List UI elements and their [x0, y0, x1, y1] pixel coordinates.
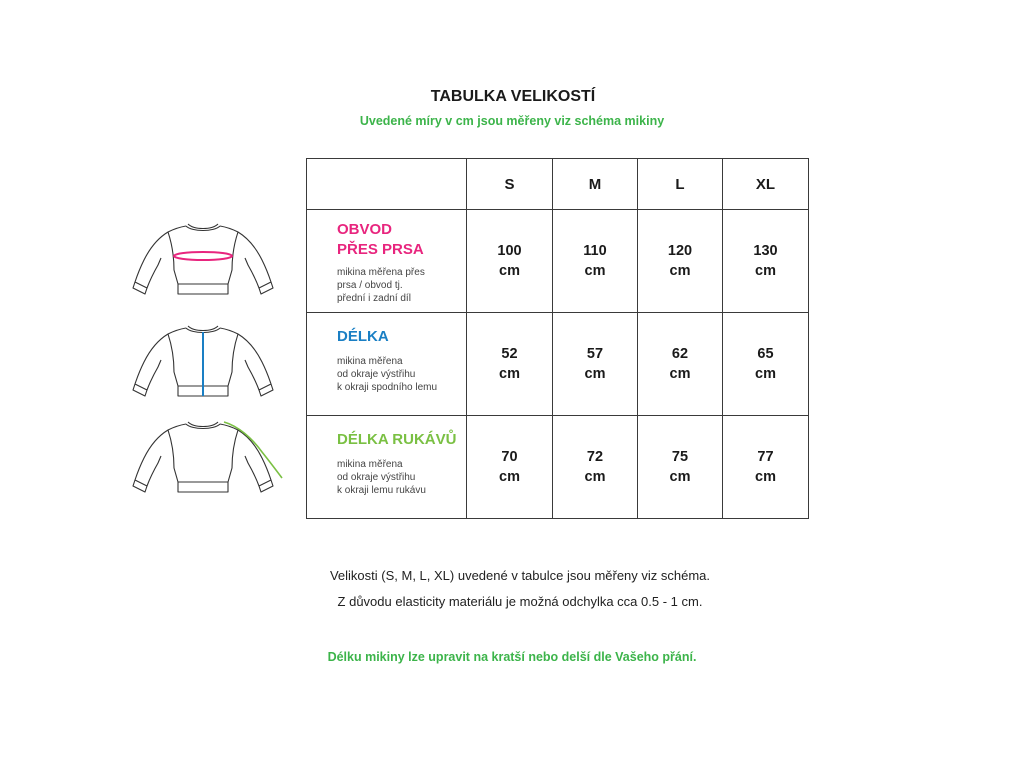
- row-label-sleeve: [307, 416, 467, 519]
- sleeve-value-l: 75 cm: [638, 416, 723, 519]
- length-title: DÉLKA: [337, 328, 389, 345]
- note-adjust-length: Délku mikiny lze upravit na kratší nebo delší dle Vašeho přání.: [327, 650, 697, 664]
- size-header-row: [307, 159, 809, 210]
- chest-value-l: 120 cm: [638, 210, 723, 313]
- note-elasticity: Z důvodu elasticity materiálu je možná odchylka cca 0.5 - 1 cm.: [337, 594, 703, 609]
- table-row-length: [307, 313, 809, 416]
- sleeve-desc-line: k okraji lemu rukávu: [337, 485, 426, 496]
- table-row-sleeve: [307, 416, 809, 519]
- size-header-m: M: [553, 159, 638, 210]
- length-desc-line: k okraji spodního lemu: [337, 382, 438, 393]
- row-label-chest: [307, 210, 467, 313]
- page-subtitle: Uvedené míry v cm jsou měřeny viz schéma mikiny: [359, 114, 665, 128]
- sweater-sleeve-diagram-icon: [128, 416, 288, 502]
- sleeve-desc-line: od okraje výstřihu: [337, 472, 416, 483]
- size-table: [306, 158, 809, 519]
- chest-title-line1: OBVOD: [337, 221, 393, 238]
- chest-value-m: 110 cm: [553, 210, 638, 313]
- note-sizes: Velikosti (S, M, L, XL) uvedené v tabulce jsou měřeny viz schéma.: [329, 568, 711, 583]
- sleeve-value-m: 72 cm: [553, 416, 638, 519]
- sweater-length-diagram-icon: [128, 320, 278, 406]
- size-header-xl: XL: [723, 159, 809, 210]
- header-empty-cell: [307, 159, 467, 210]
- size-header-s: S: [467, 159, 553, 210]
- chest-value-s: 100 cm: [467, 210, 553, 313]
- chest-desc-line: přední i zadní díl: [337, 293, 411, 304]
- length-desc-line: od okraje výstřihu: [337, 369, 416, 380]
- sleeve-desc-line: mikina měřena: [337, 459, 403, 470]
- length-value-l: 62 cm: [638, 313, 723, 416]
- chest-desc-line: prsa / obvod tj.: [337, 280, 403, 291]
- sweater-chest-diagram-icon: [128, 218, 278, 304]
- chest-value-xl: 130 cm: [723, 210, 809, 313]
- length-desc-line: mikina měřena: [337, 356, 403, 367]
- sleeve-value-s: 70 cm: [467, 416, 553, 519]
- length-value-m: 57 cm: [553, 313, 638, 416]
- page-title: TABULKA VELIKOSTÍ: [430, 88, 596, 105]
- chest-title-line2: PŘES PRSA: [337, 241, 424, 258]
- size-header-l: L: [638, 159, 723, 210]
- table-row-chest: [307, 210, 809, 313]
- chest-desc-line: mikina měřena přes: [337, 267, 425, 278]
- length-value-xl: 65 cm: [723, 313, 809, 416]
- sleeve-title: DÉLKA RUKÁVŮ: [337, 431, 457, 448]
- row-label-length: [307, 313, 467, 416]
- length-value-s: 52 cm: [467, 313, 553, 416]
- sleeve-value-xl: 77 cm: [723, 416, 809, 519]
